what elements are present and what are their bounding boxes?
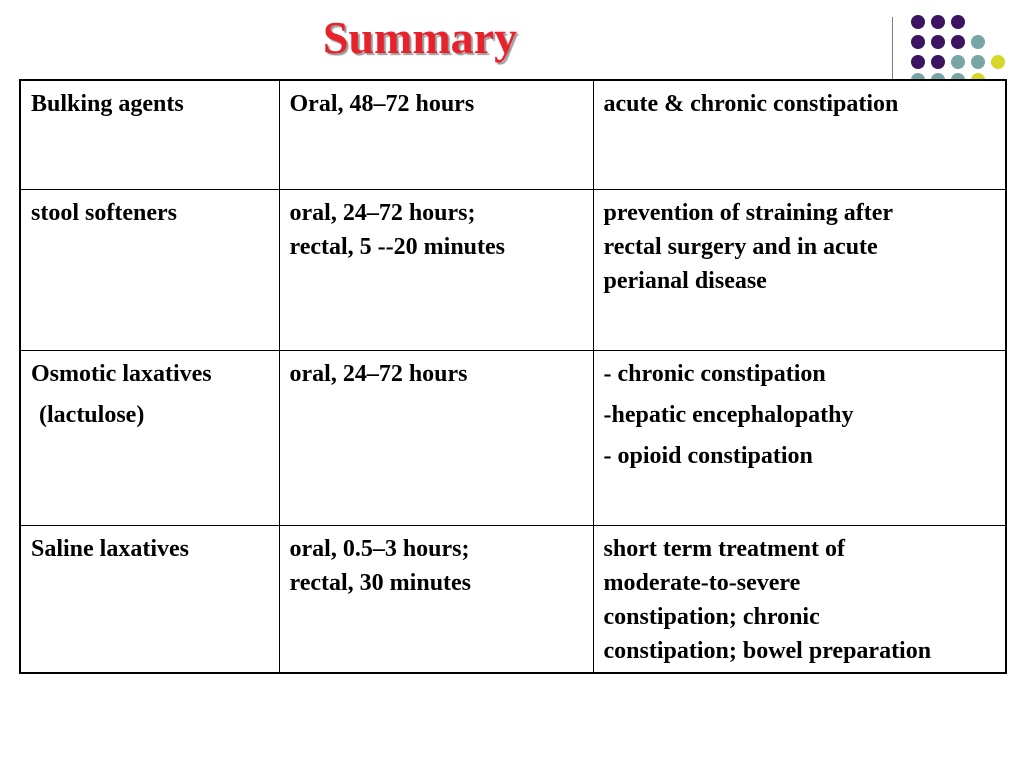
uses-text: constipation; chronic [603, 603, 820, 630]
decorative-dot [931, 15, 945, 29]
decorative-dot [931, 55, 945, 69]
onset-text: Oral, 48–72 hours [289, 91, 475, 117]
onset-text: oral, 24–72 hours; [289, 199, 476, 226]
uses-text: - chronic constipation [603, 360, 826, 387]
drug-class-cell [20, 80, 279, 189]
onset-text: rectal, 30 minutes [289, 569, 472, 596]
onset-text: rectal, 5 --20 minutes [289, 233, 506, 260]
drug-class-cell [20, 525, 279, 673]
uses-cell [593, 189, 1006, 350]
uses-text: short term treatment of [603, 535, 845, 562]
summary-table [19, 79, 1007, 674]
decorative-dot [911, 15, 925, 29]
table-row [20, 189, 1006, 350]
decorative-dot [971, 35, 985, 49]
drug-class-text: stool softeners [31, 199, 177, 226]
uses-text: moderate-to-severe [603, 569, 801, 596]
uses-cell [593, 525, 1006, 673]
title-divider-line [892, 17, 893, 79]
drug-class-cell [20, 189, 279, 350]
uses-text: prevention of straining after [603, 199, 894, 226]
decorative-dot [951, 35, 965, 49]
drug-class-cell [20, 350, 279, 525]
onset-cell [279, 350, 593, 525]
decorative-dot [911, 35, 925, 49]
onset-text: oral, 24–72 hours [289, 360, 468, 387]
decorative-dot [931, 35, 945, 49]
uses-text: acute & chronic constipation [603, 91, 899, 117]
onset-text: oral, 0.5–3 hours; [289, 535, 470, 562]
decorative-dot [951, 55, 965, 69]
page-title: Summary [322, 12, 518, 63]
decorative-dot [971, 55, 985, 69]
decorative-dot [951, 15, 965, 29]
decorative-dot [911, 55, 925, 69]
drug-class-text: Osmotic laxatives [31, 360, 212, 387]
drug-class-text: Bulking agents [31, 91, 184, 117]
onset-cell [279, 189, 593, 350]
uses-cell [593, 350, 1006, 525]
table-row [20, 80, 1006, 189]
uses-text: perianal disease [603, 267, 767, 294]
uses-text: -hepatic encephalopathy [603, 401, 854, 428]
drug-class-text: Saline laxatives [31, 535, 190, 562]
table-row [20, 350, 1006, 525]
uses-text: rectal surgery and in acute [603, 233, 878, 260]
decorative-dot [991, 55, 1005, 69]
uses-cell [593, 80, 1006, 189]
onset-cell [279, 80, 593, 189]
table-row [20, 525, 1006, 673]
drug-example-text: (lactulose) [39, 401, 145, 428]
uses-text: constipation; bowel preparation [603, 637, 932, 664]
onset-cell [279, 525, 593, 673]
uses-text: - opioid constipation [603, 442, 813, 469]
